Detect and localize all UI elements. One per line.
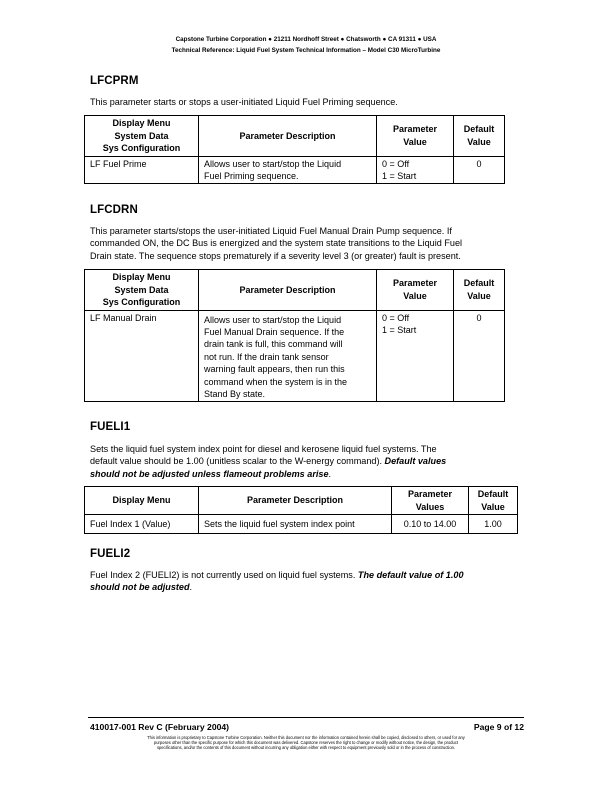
section-title-lfcprm: LFCPRM <box>90 75 139 87</box>
column-header-display-menu: Display Menu <box>85 487 199 515</box>
column-header-default-value: Default Value <box>469 487 518 515</box>
cell-description: Sets the liquid fuel system index point <box>199 515 392 534</box>
fueli1-description: Sets the liquid fuel system index point for diesel and kerosene liquid fuel systems. The default value should be 1.00 (unitless scalar to the W-energy command). Default values should not be adjusted unless flameout problems arise. <box>90 444 447 479</box>
column-header-parameter-values: Parameter Values <box>392 487 469 515</box>
column-header-parameter-description: Parameter Description <box>199 116 377 157</box>
cell-description: Allows user to start/stop the Liquid Fuel Priming sequence. <box>199 156 377 184</box>
section-title-fueli2: FUELI2 <box>90 548 131 560</box>
column-header-default-value: Default Value <box>454 116 505 157</box>
fueli2-description: Fuel Index 2 (FUELI2) is not currently used on liquid fuel systems. The default value of 1.00 should not be adjusted. <box>90 570 464 593</box>
section-title-lfcdrn: LFCDRN <box>90 204 138 216</box>
cell-default: 1.00 <box>469 515 518 534</box>
proprietary-disclaimer: This information is proprietary to Capstone Turbine Corporation. Neither this document nor the information contained herein shall be copied, disclosed to others, or used for any purposes other than the specific purpose for which this document was delivered. Capstone reserves the right to change or modify without notice, the design, the product specifications, and/or the contents of this document without incurring any obligation either with respect to equipment previously sold or in the process of construction. <box>147 735 465 751</box>
table-row <box>85 515 518 534</box>
column-header-parameter-description: Parameter Description <box>199 487 392 515</box>
column-header-parameter-value: Parameter Value <box>377 270 454 311</box>
table-row <box>85 156 505 184</box>
lfcprm-description: This parameter starts or stops a user-initiated Liquid Fuel Priming sequence. <box>90 97 398 107</box>
table-header-row <box>85 487 518 515</box>
cell-default: 0 <box>454 156 505 184</box>
cell-display-menu: LF Manual Drain <box>85 310 199 402</box>
table-header-row <box>85 270 505 311</box>
section-title-fueli1: FUELI1 <box>90 421 131 433</box>
column-header-parameter-value: Parameter Value <box>377 116 454 157</box>
lfcdrn-parameter-table <box>84 269 505 402</box>
document-id: 410017-001 Rev C (February 2004) <box>90 722 230 732</box>
cell-description: Allows user to start/stop the Liquid Fuel Manual Drain sequence. If the drain tank is full, this command will not run. If the drain tank sensor warning fault appears, then run this command when the system is in the Stand By state. <box>199 310 377 402</box>
footer-divider <box>88 717 524 718</box>
table-header-row <box>85 116 505 157</box>
technical-reference-header: Technical Reference: Liquid Fuel System Technical Information – Model C30 MicroTurbine <box>171 47 441 54</box>
cell-value: 0 = Off 1 = Start <box>377 156 454 184</box>
company-header: Capstone Turbine Corporation ● 21211 Nordhoff Street ● Chatsworth ● CA 91311 ● USA <box>175 36 437 43</box>
fueli1-parameter-table <box>84 486 518 534</box>
cell-display-menu: LF Fuel Prime <box>85 156 199 184</box>
lfcdrn-description: This parameter starts/stops the user-initiated Liquid Fuel Manual Drain Pump sequence. If commanded ON, the DC Bus is energized and the system state transitions to the Liquid Fuel Drain state. The sequence stops prematurely if a severity level 3 (or greater) fault is present. <box>90 226 463 261</box>
column-header-display-menu: Display Menu System Data Sys Configuration <box>85 116 199 157</box>
lfcprm-parameter-table <box>84 115 505 184</box>
cell-value: 0.10 to 14.00 <box>392 515 469 534</box>
table-row <box>85 310 505 402</box>
cell-default: 0 <box>454 310 505 402</box>
page-number: Page 9 of 12 <box>473 722 524 732</box>
cell-value: 0 = Off 1 = Start <box>377 310 454 402</box>
column-header-display-menu: Display Menu System Data Sys Configuration <box>85 270 199 311</box>
cell-display-menu: Fuel Index 1 (Value) <box>85 515 199 534</box>
column-header-default-value: Default Value <box>454 270 505 311</box>
column-header-parameter-description: Parameter Description <box>199 270 377 311</box>
